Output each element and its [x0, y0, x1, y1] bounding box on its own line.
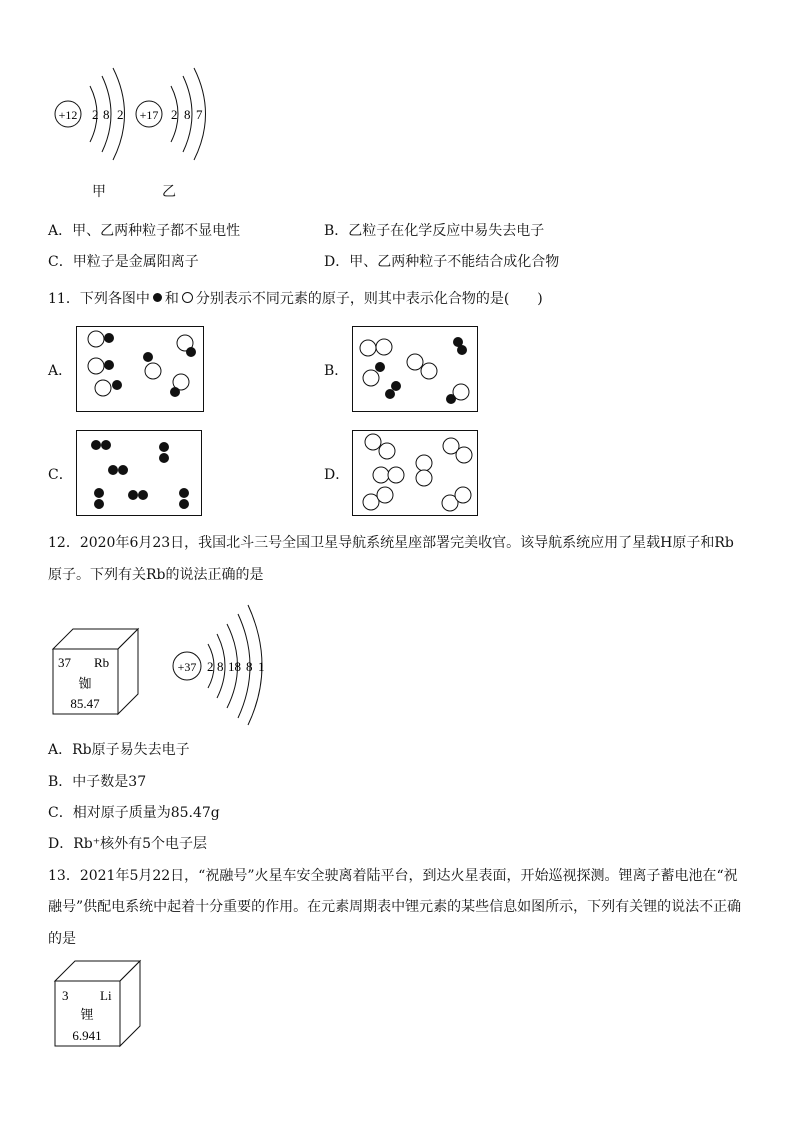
- q12-option-c: C．相对原子质量为85.47g: [48, 805, 220, 821]
- atom-yi-shell-2: 8: [184, 107, 191, 122]
- rb-name: 铷: [78, 676, 92, 691]
- rb-atomic-number: 37: [58, 655, 71, 670]
- rb-shell-3: 18: [228, 659, 241, 674]
- q13-stem-line3: 的是: [48, 931, 76, 947]
- hollow-atom-icon: [182, 292, 193, 303]
- atom-yi-shell-1: 2: [171, 107, 178, 122]
- q10-option-c: C．甲粒子是金属阳离子: [48, 254, 199, 270]
- q12-stem-line1: 12．2020年6月23日，我国北斗三号全国卫星导航系统星座部署完美收官。该导航系统应用了星载H原子和Rb: [48, 535, 734, 551]
- q11-label-a: A．: [48, 363, 73, 379]
- atom-yi-nucleus: +17: [139, 108, 159, 122]
- rb-shell-4: 8: [246, 659, 253, 674]
- atom-jia-shell-2: 8: [103, 107, 110, 122]
- rb-shell-2: 8: [217, 659, 224, 674]
- li-symbol: Li: [100, 988, 112, 1003]
- q10-option-d: D．甲、乙两种粒子不能结合成化合物: [324, 254, 560, 270]
- q11-particle-box-a: [76, 326, 204, 412]
- rb-nucleus: +37: [177, 660, 197, 674]
- q11-label-c: C．: [48, 467, 73, 483]
- li-name: 锂: [80, 1007, 94, 1022]
- q12-stem-line2: 原子。下列有关Rb的说法正确的是: [48, 567, 264, 583]
- q11-label-d: D．: [324, 467, 350, 483]
- q12-option-a: A．Rb原子易失去电子: [48, 742, 190, 758]
- q11-particle-box-d: [352, 430, 478, 516]
- q11-label-b: B．: [324, 363, 349, 379]
- atom-diagram-jia: [50, 62, 140, 162]
- q11-particle-box-b: [352, 326, 478, 412]
- atom-label-yi: 乙: [162, 184, 176, 200]
- atom-label-jia: 甲: [92, 184, 106, 200]
- li-atomic-number: 3: [62, 988, 69, 1003]
- q11-stem-c: 分别表示不同元素的原子，则其中表示化合物的是( ): [195, 291, 543, 307]
- element-cube-li: [52, 958, 144, 1050]
- rb-atomic-mass: 85.47: [70, 696, 100, 711]
- q10-option-b: B．乙粒子在化学反应中易失去电子: [324, 223, 545, 239]
- atom-diagram-rb: [170, 602, 280, 726]
- li-atomic-mass: 6.941: [72, 1028, 102, 1043]
- q13-stem-line2: 融号”供配电系统中起着十分重要的作用。在元素周期表中锂元素的某些信息如图所示，下列有关锂的说法不正确: [48, 899, 742, 915]
- atom-jia-nucleus: +12: [58, 108, 78, 122]
- atom-jia-shell-1: 2: [92, 107, 99, 122]
- q11-particle-box-c: [76, 430, 202, 516]
- atom-diagram-yi: [130, 62, 220, 162]
- q12-option-d: D．Rb⁺核外有5个电子层: [48, 836, 208, 852]
- atom-yi-shell-3: 7: [196, 107, 203, 122]
- element-cube-rb: [50, 626, 142, 718]
- q11-stem: [48, 289, 543, 309]
- q10-option-a: A．甲、乙两种粒子都不显电性: [48, 223, 241, 239]
- q12-option-b: B．中子数是37: [48, 774, 147, 790]
- rb-shell-5: 1: [258, 659, 265, 674]
- q11-stem-b: 和: [164, 291, 179, 307]
- rb-shell-1: 2: [207, 659, 214, 674]
- filled-atom-icon: [153, 293, 162, 302]
- q13-stem-line1: 13．2021年5月22日，“祝融号”火星车安全驶离着陆平台，到达火星表面，开始巡视探测。锂离子蓄电池在“祝: [48, 868, 738, 884]
- atom-jia-shell-3: 2: [117, 107, 124, 122]
- q11-stem-a: 11．下列各图中: [48, 291, 150, 307]
- rb-symbol: Rb: [94, 655, 110, 670]
